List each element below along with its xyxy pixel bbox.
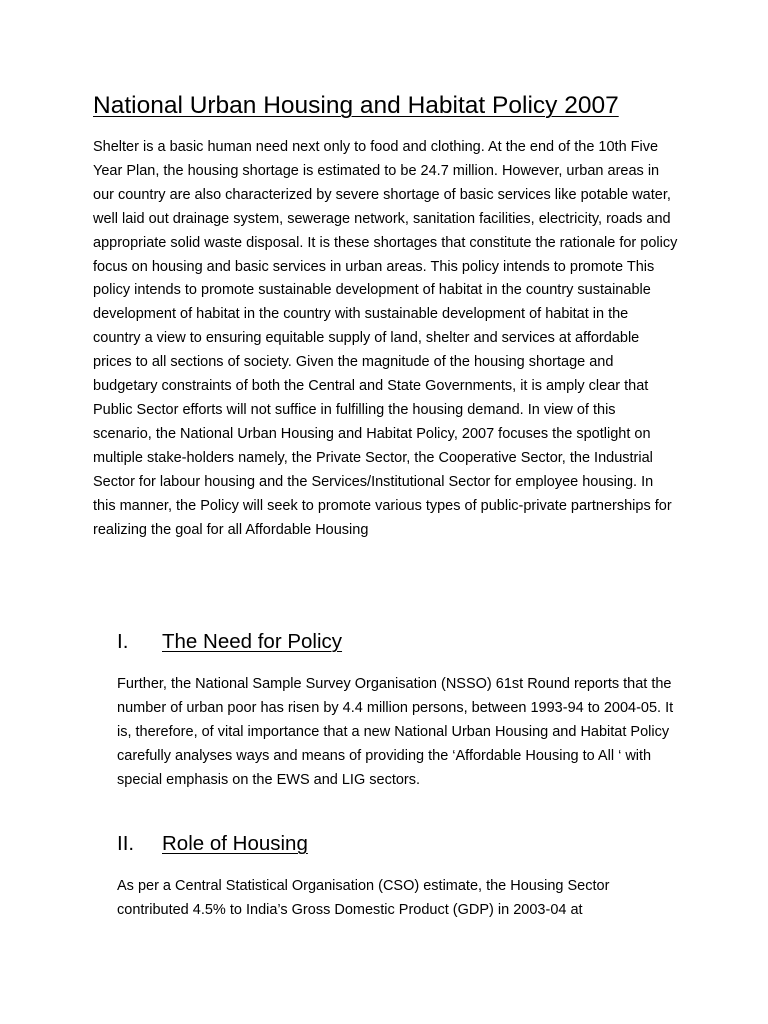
section-number: I. [117,630,129,653]
need-for-policy-paragraph: Further, the National Sample Survey Organisation (NSSO) 61st Round reports that the number of urban poor has risen by 4.4 million persons, between 1993-94 to 2004-05. It is, therefore, of vital importance that a new National Urban Housing and Habitat Policy carefully analyses ways and means of providing the ‘Affordable Housing to All ‘ with special emphasis on the EWS and LIG sectors. [117,676,674,788]
section-heading-role-of-housing [117,830,308,858]
section-title: Role of Housing [162,832,308,855]
section-title: The Need for Policy [162,630,343,653]
section-number: II. [117,832,135,855]
section-heading-need-for-policy [117,628,342,656]
role-of-housing-paragraph: As per a Central Statistical Organisation (CSO) estimate, the Housing Sector contributed 4.5% to India’s Gross Domestic Product (GDP) in 2003-04 at [117,878,610,918]
intro-paragraph: Shelter is a basic human need next only to food and clothing. At the end of the 10th Five Year Plan, the housing shortage is estimated to be 24.7 million. However, urban areas in our country are also characterized by severe shortage of basic services like potable water, well laid out drainage system, sewerage network, sanitation facilities, electricity, roads and appropriate solid waste disposal. It is these shortages that constitute the rationale for policy focus on housing and basic services in urban areas. This policy intends to promote This policy intends to promote sustainable development of habitat in the country sustainable development of habitat in the country with sustainable development of habitat in the country a view to ensuring equitable supply of land, shelter and services at affordable prices to all sections of society. Given the magnitude of the housing shortage and budgetary constraints of both the Central and State Governments, it is amply clear that Public Sector efforts will not suffice in fulfilling the housing demand. In view of this scenario, the National Urban Housing and Habitat Policy, 2007 focuses the spotlight on multiple stake-holders namely, the Private Sector, the Cooperative Sector, the Industrial Sector for labour housing and the Services/Institutional Sector for employee housing. In this manner, the Policy will seek to promote various types of public-private partnerships for realizing the goal for all Affordable Housing [93,139,678,538]
page-title: National Urban Housing and Habitat Policy 2007 [93,92,619,119]
